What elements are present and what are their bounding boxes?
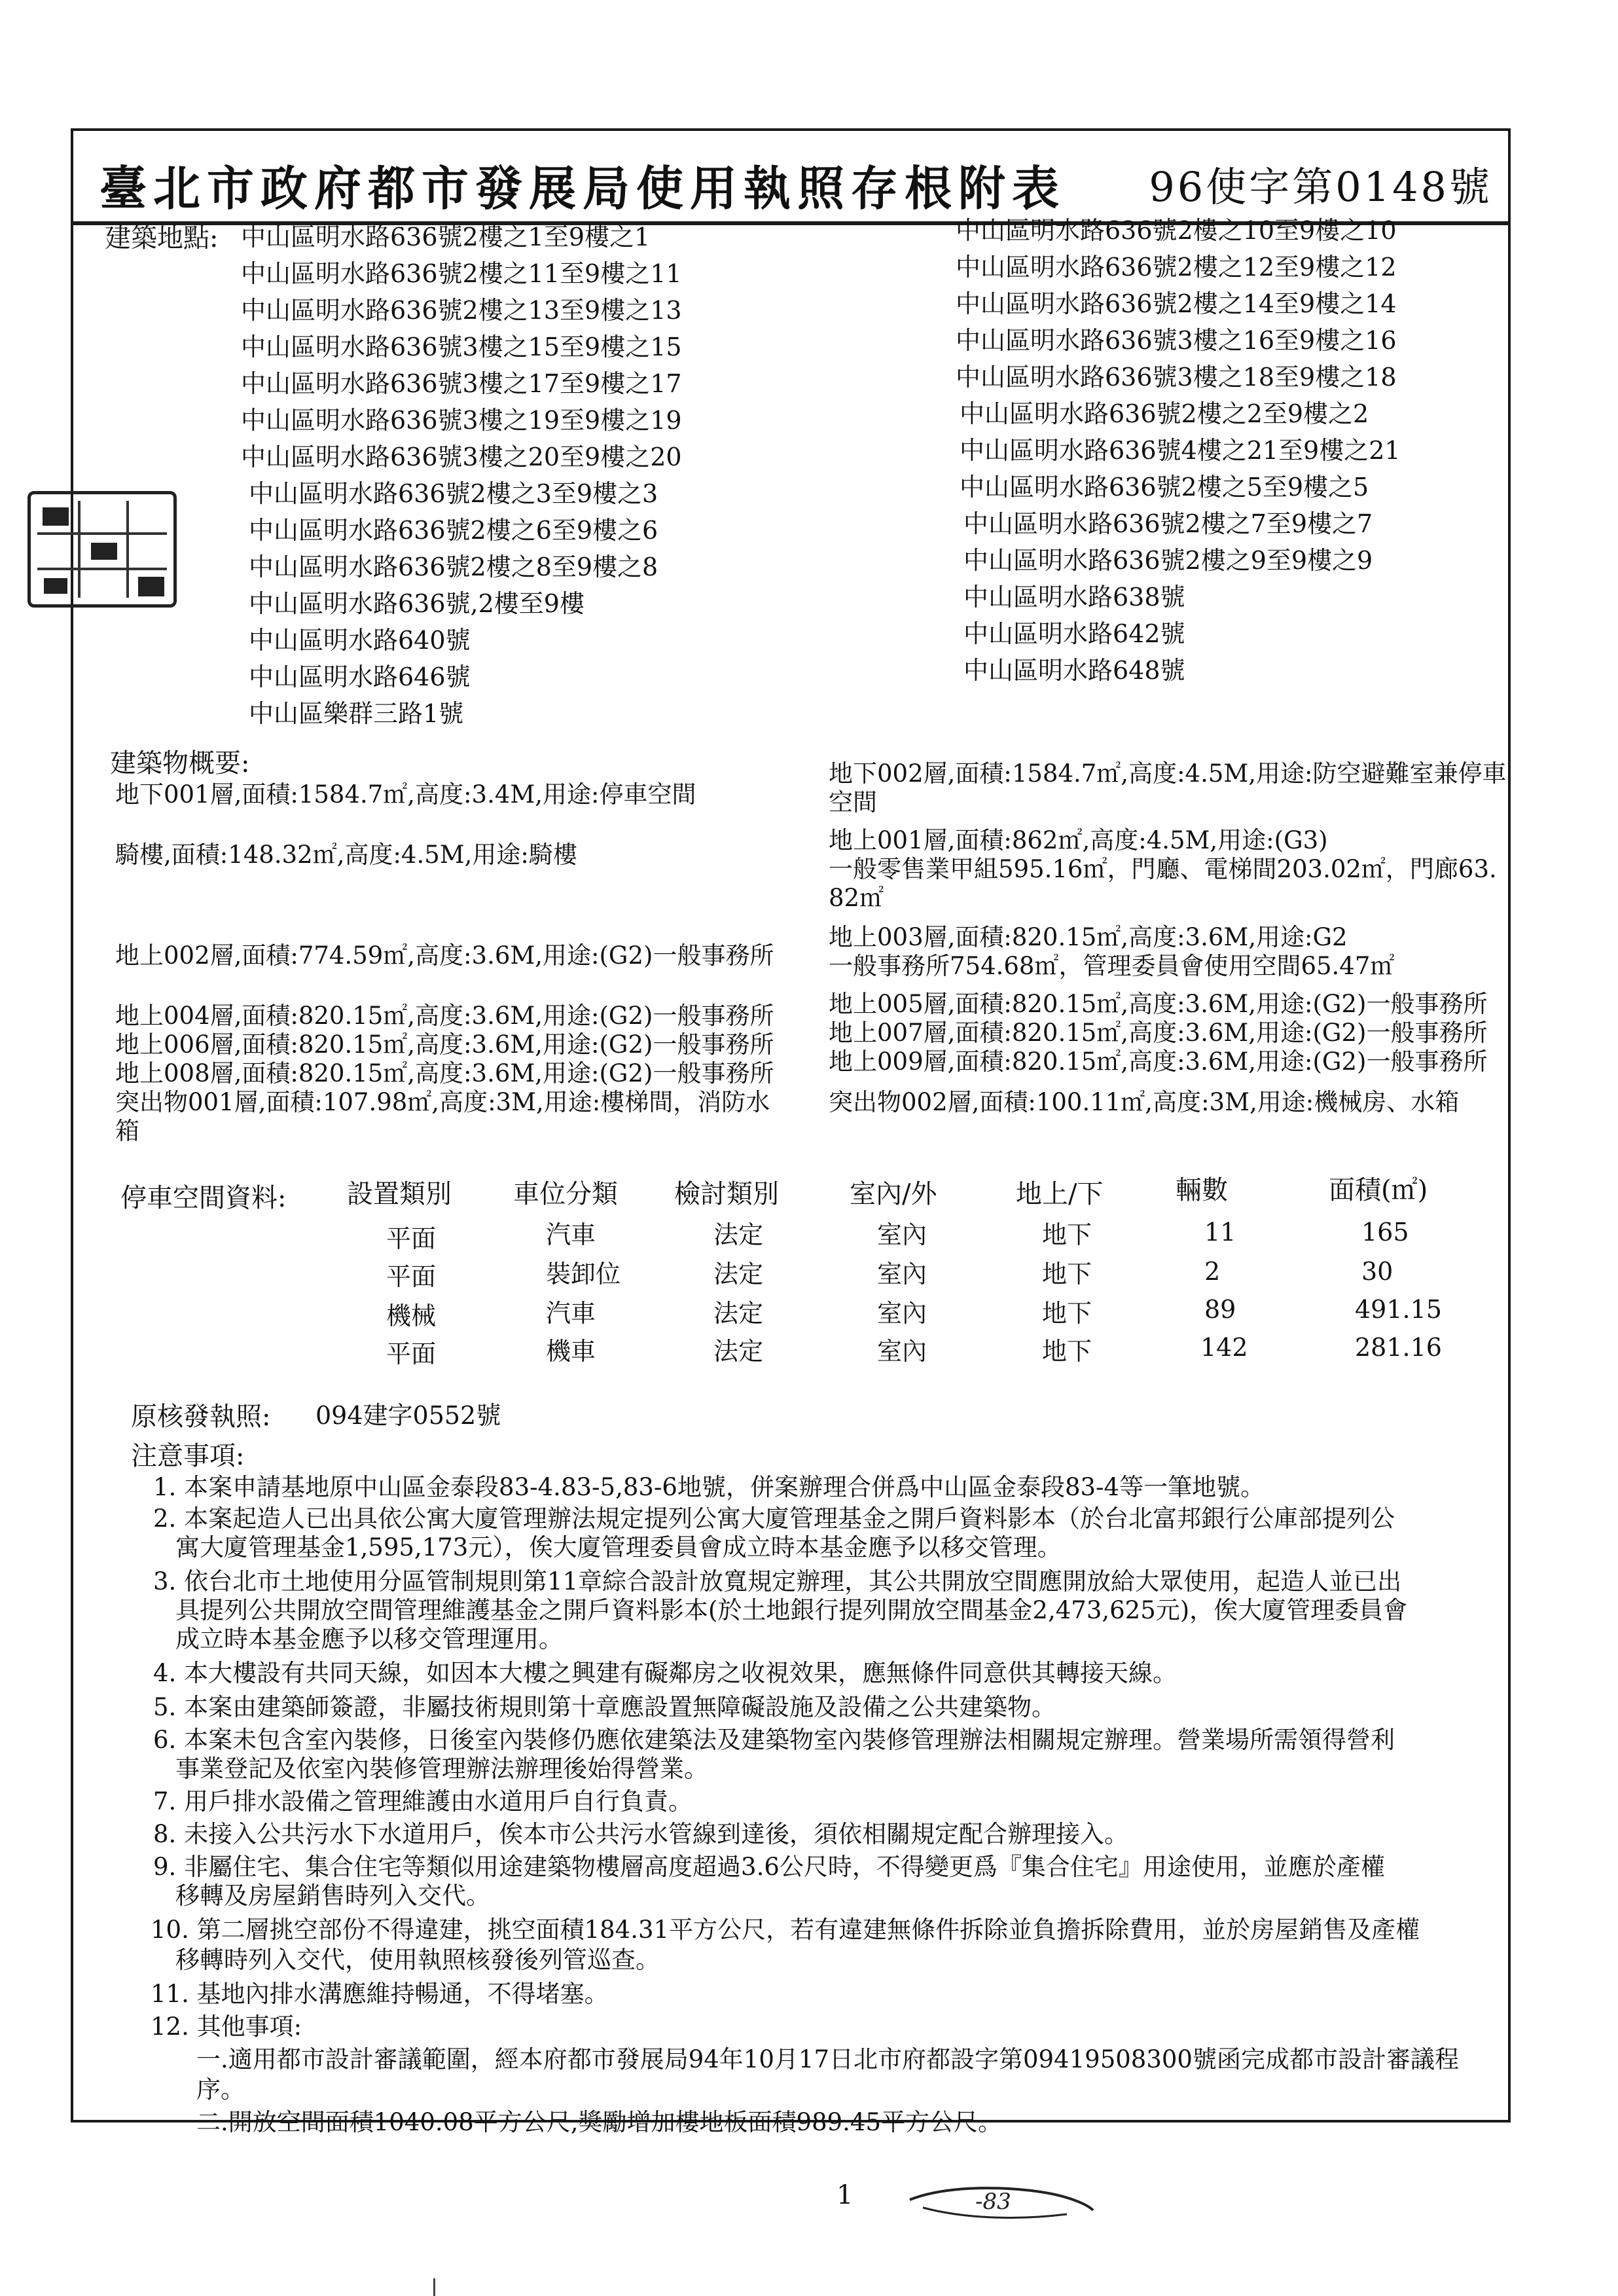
parking-cell: 法定 bbox=[713, 1220, 764, 1249]
parking-cell: 142 bbox=[1200, 1333, 1248, 1362]
note-line: 移轉時列入交代，使用執照核發後列管巡查。 bbox=[175, 1946, 660, 1974]
overview-left-item: 突出物001層,面積:107.98㎡,高度:3M,用途:樓梯間，消防水 bbox=[115, 1088, 770, 1116]
parking-cell: 汽車 bbox=[546, 1220, 596, 1249]
address-right-item: 中山區明水路638號 bbox=[963, 583, 1185, 611]
parking-cell: 機械 bbox=[386, 1302, 437, 1330]
address-right-item: 中山區明水路636號4樓之21至9樓之21 bbox=[960, 436, 1401, 465]
overview-left-item: 地上002層,面積:774.59㎡,高度:3.6M,用途:(G2)一般事務所 bbox=[115, 941, 774, 970]
note-line: 11. 基地內排水溝應維持暢通，不得堵塞。 bbox=[151, 1980, 609, 2008]
parking-cell: 平面 bbox=[386, 1224, 437, 1253]
overview-left-item: 地上004層,面積:820.15㎡,高度:3.6M,用途:(G2)一般事務所 bbox=[115, 1002, 774, 1030]
overview-right-item: 地上001層,面積:862㎡,高度:4.5M,用途:(G3) bbox=[829, 826, 1328, 854]
parking-header: 室內/外 bbox=[850, 1179, 937, 1209]
address-left-item: 中山區明水路636號2樓之1至9樓之1 bbox=[241, 223, 651, 251]
address-right-item: 中山區明水路636號3樓之16至9樓之16 bbox=[956, 326, 1397, 355]
overview-left-item: 箱 bbox=[115, 1117, 139, 1145]
address-right-item: 中山區明水路636號2樓之5至9樓之5 bbox=[960, 473, 1369, 501]
address-right-item: 中山區明水路636號2樓之2至9樓之2 bbox=[960, 399, 1369, 428]
scan-mark bbox=[433, 2278, 435, 2296]
parking-cell: 地下 bbox=[1042, 1337, 1092, 1366]
parking-cell: 裝卸位 bbox=[546, 1260, 621, 1288]
parking-header: 輛數 bbox=[1176, 1175, 1228, 1205]
address-left-item: 中山區明水路636號3樓之17至9樓之17 bbox=[241, 369, 682, 398]
address-left-item: 中山區明水路636號2樓之8至9樓之8 bbox=[249, 553, 658, 581]
note-line: 9. 非屬住宅、集合住宅等類似用途建築物樓層高度超過3.6公尺時，不得變更爲『集合住宅』用途使用，並應於產權 bbox=[153, 1853, 1385, 1881]
parking-cell: 2 bbox=[1204, 1257, 1221, 1286]
address-right-item: 中山區明水路636號2樓之14至9樓之14 bbox=[956, 289, 1397, 318]
overview-right-item: 一般零售業甲組595.16㎡，門廳、電梯間203.02㎡，門廊63. bbox=[829, 855, 1497, 883]
parking-cell: 11 bbox=[1204, 1218, 1236, 1247]
original-permit-label: 原核發執照: bbox=[131, 1402, 271, 1432]
parking-cell: 法定 bbox=[713, 1299, 764, 1328]
address-left-item: 中山區樂群三路1號 bbox=[249, 699, 464, 728]
note-line: 一.適用都市設計審議範圍，經本府都市發展局94年10月17日北市府都設字第09419508300號函完成都市設計審議程 bbox=[196, 2045, 1459, 2073]
overview-right-item: 82㎡ bbox=[829, 884, 884, 912]
parking-cell: 室內 bbox=[877, 1260, 927, 1288]
parking-cell: 機車 bbox=[546, 1337, 596, 1366]
permit-number: 96使字第0148號 bbox=[1149, 163, 1492, 211]
parking-cell: 491.15 bbox=[1355, 1295, 1442, 1324]
address-left-item: 中山區明水路636號2樓之6至9樓之6 bbox=[249, 516, 658, 545]
note-line: 具提列公共開放空間管理維護基金之開戶資料影本(於土地銀行提列開放空間基金2,473,625元)，俟大廈管理委員會 bbox=[175, 1596, 1408, 1624]
address-left-item: 中山區明水路646號 bbox=[249, 663, 471, 691]
signature-drawing bbox=[903, 2180, 1100, 2226]
parking-cell: 地下 bbox=[1042, 1299, 1092, 1328]
signature-text: -83 bbox=[975, 2189, 1011, 2215]
signature-mark bbox=[903, 2180, 1100, 2229]
note-line: 7. 用戶排水設備之管理維護由水道用戶自行負責。 bbox=[153, 1787, 693, 1815]
note-line: 事業登記及依室內裝修管理辦法辦理後始得營業。 bbox=[175, 1755, 708, 1783]
address-right-item: 中山區明水路642號 bbox=[963, 619, 1185, 648]
parking-cell: 89 bbox=[1204, 1295, 1236, 1324]
address-left-item: 中山區明水路640號 bbox=[249, 626, 471, 655]
note-line: 8. 未接入公共污水下水道用戶，俟本市公共污水管線到達後，須依相關規定配合辦理接入。 bbox=[153, 1820, 1129, 1848]
parking-cell: 室內 bbox=[877, 1299, 927, 1328]
note-line: 移轉及房屋銷售時列入交代。 bbox=[175, 1882, 490, 1910]
address-left-item: 中山區明水路636號3樓之19至9樓之19 bbox=[241, 406, 682, 435]
address-right-item: 中山區明水路636號2樓之9至9樓之9 bbox=[963, 546, 1373, 575]
note-line: 寓大廈管理基金1,595,173元），俟大廈管理委員會成立時本基金應予以移交管理。 bbox=[175, 1533, 1062, 1561]
note-line: 序。 bbox=[196, 2075, 245, 2104]
overview-left-item: 騎樓,面積:148.32㎡,高度:4.5M,用途:騎樓 bbox=[115, 841, 577, 869]
address-left-item: 中山區明水路636號3樓之15至9樓之15 bbox=[241, 333, 682, 361]
parking-header: 檢討類別 bbox=[674, 1179, 779, 1209]
note-line: 二.開放空間面積1040.08平方公尺,獎勵增加樓地板面積989.45平方公尺。 bbox=[196, 2108, 1002, 2136]
parking-cell: 165 bbox=[1361, 1218, 1409, 1247]
address-label: 建築地點: bbox=[105, 223, 219, 253]
address-left-item: 中山區明水路636號,2樓至9樓 bbox=[249, 589, 584, 618]
parking-cell: 地下 bbox=[1042, 1220, 1092, 1249]
parking-header: 設置類別 bbox=[347, 1179, 452, 1209]
parking-cell: 281.16 bbox=[1355, 1333, 1442, 1362]
seal-stamp bbox=[27, 491, 177, 608]
overview-right-item: 突出物002層,面積:100.11㎡,高度:3M,用途:機械房、水箱 bbox=[829, 1088, 1460, 1116]
note-line: 6. 本案未包含室內裝修，日後室內裝修仍應依建築法及建築物室內裝修管理辦法相關規定辦理。營業場所需領得營利 bbox=[153, 1726, 1395, 1754]
parking-cell: 法定 bbox=[713, 1260, 764, 1288]
parking-header: 車位分類 bbox=[513, 1179, 618, 1209]
address-right-item: 中山區明水路636號2樓之12至9樓之12 bbox=[956, 253, 1397, 282]
overview-label: 建築物概要: bbox=[110, 748, 250, 778]
note-line: 3. 依台北市土地使用分區管制規則第11章綜合設計放寬規定辦理，其公共開放空間應開放給大眾使用，起造人並已出 bbox=[153, 1567, 1402, 1595]
note-line: 12. 其他事項: bbox=[151, 2013, 302, 2041]
note-line: 10. 第二層挑空部份不得違建，挑空面積184.31平方公尺，若有違建無條件拆除並負擔拆除費用，並於房屋銷售及產權 bbox=[151, 1916, 1420, 1944]
parking-cell: 地下 bbox=[1042, 1260, 1092, 1288]
note-line: 成立時本基金應予以移交管理運用。 bbox=[175, 1625, 563, 1653]
address-left-item: 中山區明水路636號2樓之11至9樓之11 bbox=[241, 259, 682, 288]
note-line: 4. 本大樓設有共同天線，如因本大樓之興建有礙鄰房之收視效果，應無條件同意供其轉接天線。 bbox=[153, 1659, 1178, 1687]
parking-cell: 平面 bbox=[386, 1339, 437, 1368]
overview-left-item: 地下001層,面積:1584.7㎡,高度:3.4M,用途:停車空間 bbox=[115, 780, 696, 809]
overview-right-item: 地下002層,面積:1584.7㎡,高度:4.5M,用途:防空避難室兼停車 bbox=[829, 759, 1507, 788]
parking-cell: 30 bbox=[1361, 1257, 1393, 1286]
overview-left-item: 地上008層,面積:820.15㎡,高度:3.6M,用途:(G2)一般事務所 bbox=[115, 1059, 774, 1087]
parking-cell: 汽車 bbox=[546, 1299, 596, 1328]
overview-right-item: 地上007層,面積:820.15㎡,高度:3.6M,用途:(G2)一般事務所 bbox=[829, 1019, 1488, 1047]
notes-label: 注意事項: bbox=[131, 1441, 245, 1471]
address-left-item: 中山區明水路636號2樓之13至9樓之13 bbox=[241, 296, 682, 325]
overview-right-item: 空間 bbox=[829, 788, 877, 816]
parking-header: 地上/下 bbox=[1016, 1179, 1104, 1209]
note-line: 2. 本案起造人已出具依公寓大廈管理辦法規定提列公寓大廈管理基金之開戶資料影本（於台北富邦銀行公庫部提列公 bbox=[153, 1504, 1395, 1533]
address-right-item: 中山區明水路636號2樓之7至9樓之7 bbox=[963, 509, 1373, 538]
address-right-item: 中山區明水路648號 bbox=[963, 656, 1185, 685]
address-left-item: 中山區明水路636號3樓之20至9樓之20 bbox=[241, 443, 682, 471]
page-title: 臺北市政府都市發展局使用執照存根附表 bbox=[99, 160, 1066, 216]
parking-label: 停車空間資料: bbox=[120, 1183, 287, 1213]
parking-cell: 法定 bbox=[713, 1337, 764, 1366]
address-right-item: 中山區明水路636號2樓之10至9樓之10 bbox=[956, 216, 1397, 245]
parking-cell: 室內 bbox=[877, 1220, 927, 1249]
address-right-item: 中山區明水路636號3樓之18至9樓之18 bbox=[956, 363, 1397, 392]
overview-left-item: 地上006層,面積:820.15㎡,高度:3.6M,用途:(G2)一般事務所 bbox=[115, 1030, 774, 1059]
overview-right-item: 地上003層,面積:820.15㎡,高度:3.6M,用途:G2 bbox=[829, 923, 1348, 951]
page-number: 1 bbox=[836, 2180, 854, 2210]
address-left-item: 中山區明水路636號2樓之3至9樓之3 bbox=[249, 479, 658, 508]
note-line: 5. 本案由建築師簽證，非屬技術規則第十章應設置無障礙設施及設備之公共建築物。 bbox=[153, 1693, 1056, 1721]
overview-right-item: 一般事務所754.68㎡，管理委員會使用空間65.47㎡ bbox=[829, 952, 1395, 980]
overview-right-item: 地上005層,面積:820.15㎡,高度:3.6M,用途:(G2)一般事務所 bbox=[829, 990, 1488, 1018]
note-line: 1. 本案申請基地原中山區金泰段83-4.83-5,83-6地號，併案辦理合併爲中山區金泰段83-4等一筆地號。 bbox=[153, 1473, 1265, 1501]
overview-right-item: 地上009層,面積:820.15㎡,高度:3.6M,用途:(G2)一般事務所 bbox=[829, 1048, 1488, 1076]
original-permit-value: 094建字0552號 bbox=[315, 1401, 501, 1430]
title-row bbox=[71, 128, 1511, 225]
parking-header: 面積(㎡) bbox=[1329, 1175, 1428, 1205]
parking-cell: 平面 bbox=[386, 1262, 437, 1291]
parking-cell: 室內 bbox=[877, 1337, 927, 1366]
